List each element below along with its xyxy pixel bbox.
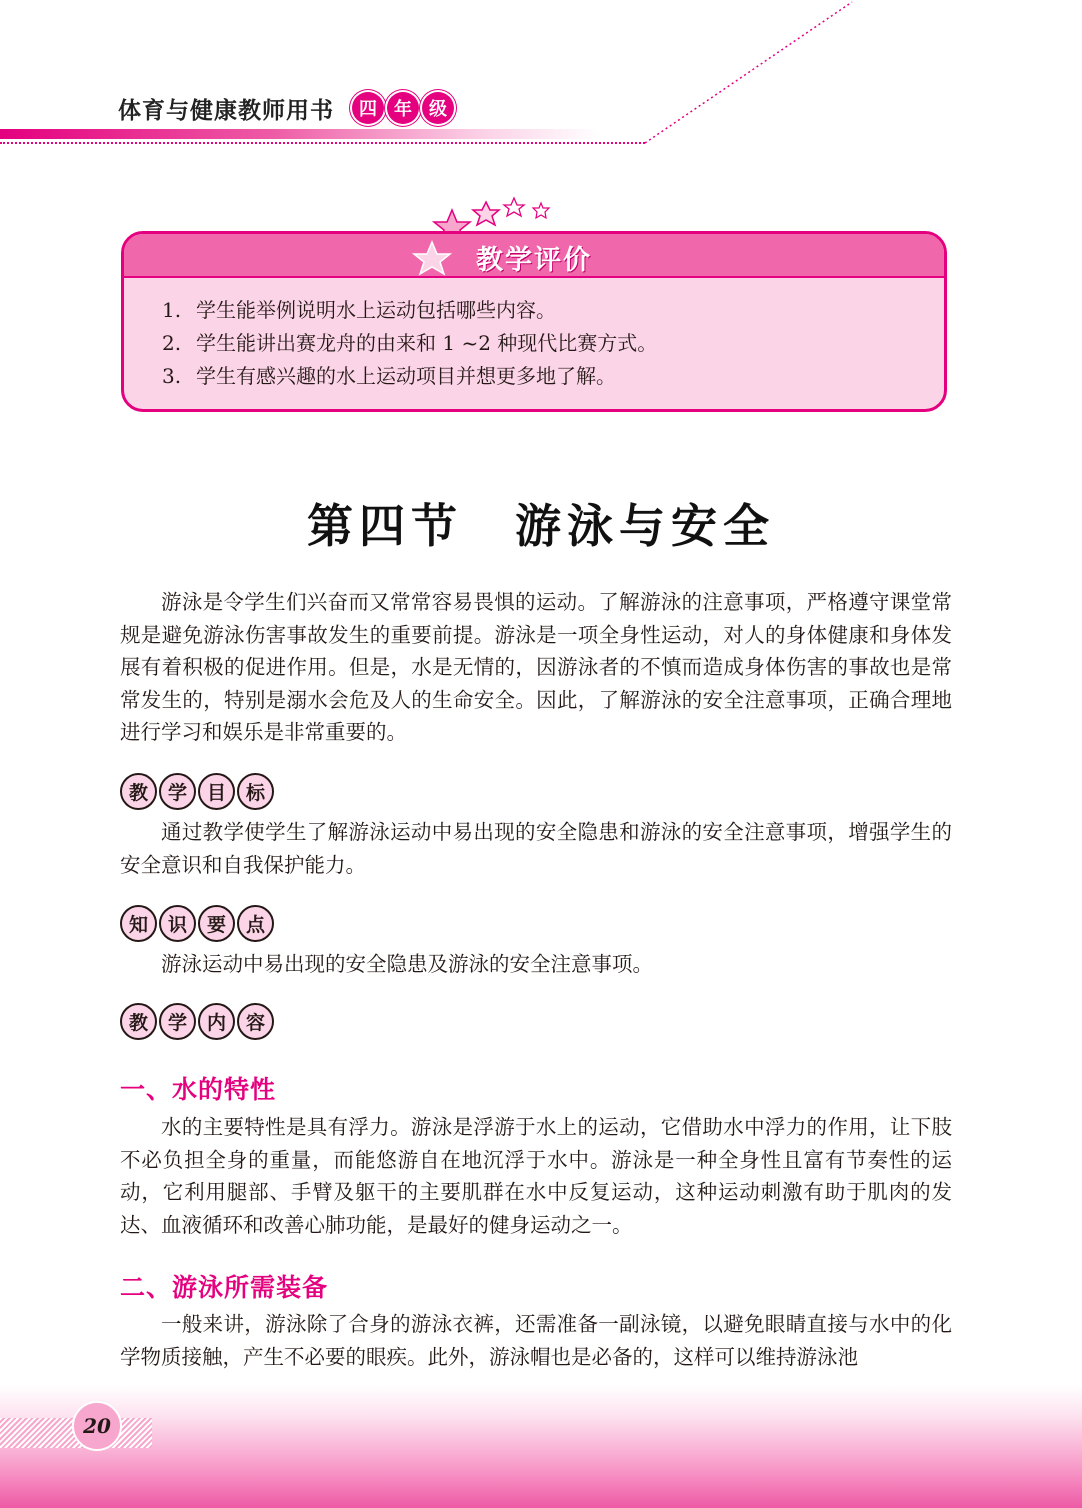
part2-heading: 二、游泳所需装备 xyxy=(120,1273,329,1302)
list-item: 1. 学生能举例说明水上运动包括哪些内容。 xyxy=(162,298,556,322)
book-title: 体育与健康教师用书 xyxy=(118,97,334,124)
evaluation-list xyxy=(124,294,944,393)
part1-heading: 一、水的特性 xyxy=(120,1075,277,1104)
page-number: 20 xyxy=(72,1401,122,1451)
evaluation-title: 教学评价 xyxy=(476,245,592,276)
evaluation-box xyxy=(121,231,947,412)
key-points-badge: 知 识 要 点 xyxy=(120,905,274,942)
star-icon xyxy=(504,198,524,216)
evaluation-header xyxy=(124,234,944,278)
star-icon xyxy=(473,202,499,225)
footer-band xyxy=(0,1385,1082,1508)
teaching-goal-badge: 教 学 目 标 xyxy=(120,773,274,810)
intro-paragraph: 游泳是令学生们兴奋而又常常容易畏惧的运动。了解游泳的注意事项，严格遵守课堂常规是避免游泳伤害事故发生的重要前提。游泳是一项全身性运动，对人的身体健康和身体发展有着积极的促进作用。但是，水是无情的，因游泳者的不慎而造成身体伤害的事故也是常常发生的，特别是溺水会危及人的生命安全。因此，了解游泳的安全注意事项，正确合理地进行学习和娱乐是非常重要的。 xyxy=(120,590,952,745)
list-item: 3. 学生有感兴趣的水上运动项目并想更多地了解。 xyxy=(162,364,616,388)
star-icon xyxy=(412,240,452,276)
part2-text: 一般来讲，游泳除了合身的游泳衣裤，还需准备一副泳镜，以避免眼睛直接与水中的化学物质接触，产生不必要的眼疾。此外，游泳帽也是必备的，这样可以维持游泳池 xyxy=(120,1312,952,1369)
teaching-goal-text: 通过教学使学生了解游泳运动中易出现的安全隐患和游泳的安全注意事项，增强学生的安全意识和自我保护能力。 xyxy=(120,820,952,877)
star-icon xyxy=(533,203,549,218)
part1-text: 水的主要特性是具有浮力。游泳是浮游于水上的运动，它借助水中浮力的作用，让下肢不必负担全身的重量，而能悠游自在地沉浮于水中。游泳是一种全身性且富有节奏性的运动，它利用腿部、手臂及躯干的主要肌群在水中反复运动，这种运动刺激有助于肌肉的发达、血液循环和改善心肺功能，是最好的健身运动之一。 xyxy=(120,1115,952,1237)
grade-char: 级 xyxy=(422,92,454,124)
grade-char: 年 xyxy=(387,92,419,124)
list-item: 2. 学生能讲出赛龙舟的由来和 1 ~2 种现代比赛方式。 xyxy=(162,331,658,355)
key-points-text: 游泳运动中易出现的安全隐患及游泳的安全注意事项。 xyxy=(161,952,653,976)
section-title: 第四节 游泳与安全 xyxy=(307,499,775,553)
grade-char: 四 xyxy=(352,92,384,124)
teaching-content-badge: 教 学 内 容 xyxy=(120,1003,274,1040)
